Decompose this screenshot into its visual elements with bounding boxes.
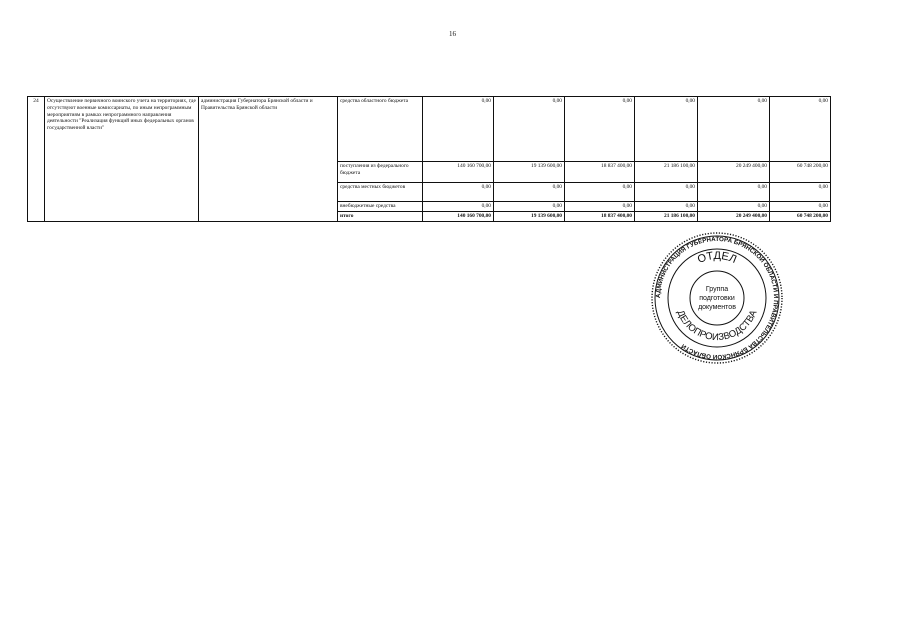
stamp-top-text: ОТДЕЛ [695,249,739,266]
executor-cell: администрация Губернатора Брянской области и Правительства Брянской области [199,97,338,222]
source-cell: итого [338,212,423,222]
value-cell: 60 748 200,00 [770,212,831,222]
stamp-seal [650,231,784,365]
value-cell: 20 249 400,00 [698,212,770,222]
value-cell: 0,00 [423,97,494,162]
value-cell: 0,00 [635,202,698,212]
source-cell: поступления из федерального бюджета [338,162,423,183]
value-cell: 0,00 [698,183,770,202]
stamp-center-line: подготовки [699,295,735,302]
value-cell: 0,00 [494,183,565,202]
value-cell: 19 139 600,00 [494,162,565,183]
value-cell: 21 186 100,00 [635,162,698,183]
stamp-bottom-text: ДЕЛОПРОИЗВОДСТВА [674,308,760,344]
value-cell: 0,00 [423,183,494,202]
table-row [28,97,831,162]
budget-table [27,96,831,222]
stamp-center-line: документов [698,304,736,311]
value-cell: 0,00 [770,202,831,212]
value-cell: 18 837 400,00 [565,212,635,222]
stamp-center-line: Группа [705,286,729,293]
value-cell: 0,00 [635,183,698,202]
description-cell: Осуществление первичного воинского учета на территориях, где отсутствуют военные комиссариаты, по иным непрограммным мероприятиям в рамках непрограммного направления деятельности "Реализация функций иных федеральных органов государственной власти" [45,97,199,222]
value-cell: 21 186 100,00 [635,212,698,222]
value-cell: 60 748 200,00 [770,162,831,183]
value-cell: 0,00 [698,202,770,212]
row-number-cell: 24 [28,97,45,222]
value-cell: 18 837 400,00 [565,162,635,183]
value-cell: 140 160 700,00 [423,212,494,222]
value-cell: 20 249 400,00 [698,162,770,183]
value-cell: 19 139 600,00 [494,212,565,222]
source-cell: внебюджетные средства [338,202,423,212]
page-number: 16 [449,30,456,38]
value-cell: 0,00 [770,97,831,162]
value-cell: 0,00 [698,97,770,162]
official-stamp [650,231,784,365]
value-cell: 140 160 700,00 [423,162,494,183]
value-cell: 0,00 [565,97,635,162]
value-cell: 0,00 [635,97,698,162]
value-cell: 0,00 [423,202,494,212]
value-cell: 0,00 [565,202,635,212]
stamp-outer-text: АДМИНИСТРАЦИЯ ГУБЕРНАТОРА БРЯНСКОЙ ОБЛАСТИ И ПРАВИТЕЛЬСТВА БРЯНСКОЙ ОБЛАСТИ [654,235,780,361]
source-cell: средства областного бюджета [338,97,423,162]
value-cell: 0,00 [494,202,565,212]
value-cell: 0,00 [565,183,635,202]
source-cell: средства местных бюджетов [338,183,423,202]
value-cell: 0,00 [494,97,565,162]
value-cell: 0,00 [770,183,831,202]
